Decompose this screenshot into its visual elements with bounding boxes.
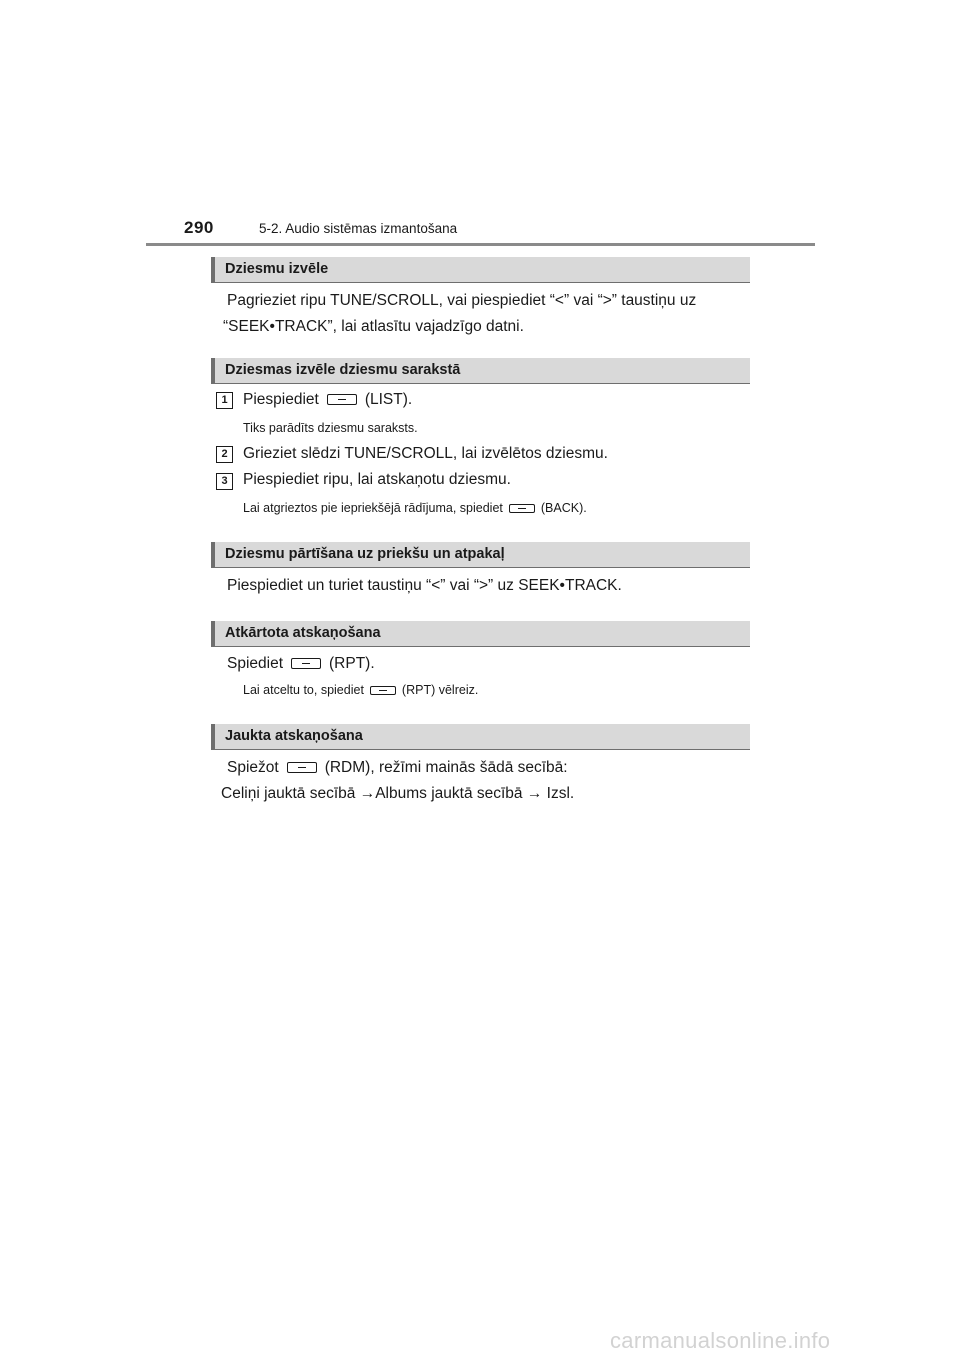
- text: Spiežot: [227, 759, 279, 776]
- section-heading-select-from-list: [211, 358, 750, 384]
- section-title: Dziesmu izvēle: [225, 261, 329, 277]
- section-title: Atkārtota atskaņošana: [225, 625, 381, 641]
- text: (RDM), režīmi mainās šādā secībā:: [324, 759, 568, 776]
- text-line: Celiņi jauktā secībā →Albums jauktā secībā → Izsl.: [221, 785, 575, 802]
- step-number-3: 3: [216, 473, 233, 490]
- step-number-1: 1: [216, 392, 233, 409]
- paragraph-song-selection: [223, 288, 697, 340]
- text: Spiediet: [227, 655, 284, 672]
- watermark: carmanualsonline.info: [610, 1328, 831, 1353]
- text-line: “SEEK•TRACK”, lai atlasītu vajadzīgo datni.: [223, 318, 524, 335]
- section-path: 5-2. Audio sistēmas izmantošana: [259, 221, 458, 236]
- text: (RPT).: [329, 655, 375, 672]
- note-text: Lai atceltu to, spiediet: [243, 683, 364, 697]
- note-text: (RPT) vēlreiz.: [401, 683, 479, 697]
- button-key-icon: [509, 504, 535, 513]
- section-heading-fast-forward-rewind: [211, 542, 750, 568]
- note-text: Lai atgrieztos pie iepriekšējā rādījuma, spiediet: [243, 501, 503, 515]
- step-number-2: 2: [216, 446, 233, 463]
- page-number: 290: [184, 218, 214, 237]
- button-key-icon: [327, 394, 357, 405]
- paragraph-random: [221, 755, 575, 807]
- section-title: Dziesmas izvēle dziesmu sarakstā: [225, 362, 461, 378]
- section-heading-random-play: [211, 724, 750, 750]
- step-3-note: [243, 501, 587, 515]
- section-title: Dziesmu pārtīšana uz priekšu un atpakaļ: [225, 546, 505, 562]
- section-heading-song-selection: [211, 257, 750, 283]
- step-text: (LIST).: [364, 391, 413, 408]
- step-1-text: [243, 387, 412, 413]
- step-1-note: Tiks parādīts dziesmu saraksts.: [243, 421, 418, 435]
- text-line: [227, 755, 574, 781]
- repeat-note: [243, 683, 478, 697]
- paragraph-fast-forward: Piespiediet un turiet taustiņu “<” vai “>” uz SEEK•TRACK.: [227, 577, 622, 594]
- step-text: Piespiediet: [243, 391, 319, 408]
- note-text: (BACK).: [540, 501, 587, 515]
- button-key-icon: [370, 686, 396, 695]
- section-heading-repeat-play: [211, 621, 750, 647]
- step-3-text: Piespiediet ripu, lai atskaņotu dziesmu.: [243, 471, 511, 488]
- text-line: Pagrieziet ripu TUNE/SCROLL, vai piespiediet “<” vai “>” taustiņu uz: [227, 292, 697, 309]
- button-key-icon: [291, 658, 321, 669]
- header-rule: [146, 243, 815, 246]
- step-2-text: Grieziet slēdzi TUNE/SCROLL, lai izvēlētos dziesmu.: [243, 445, 608, 462]
- paragraph-repeat: [227, 651, 375, 677]
- section-title: Jaukta atskaņošana: [225, 728, 363, 744]
- button-key-icon: [287, 762, 317, 773]
